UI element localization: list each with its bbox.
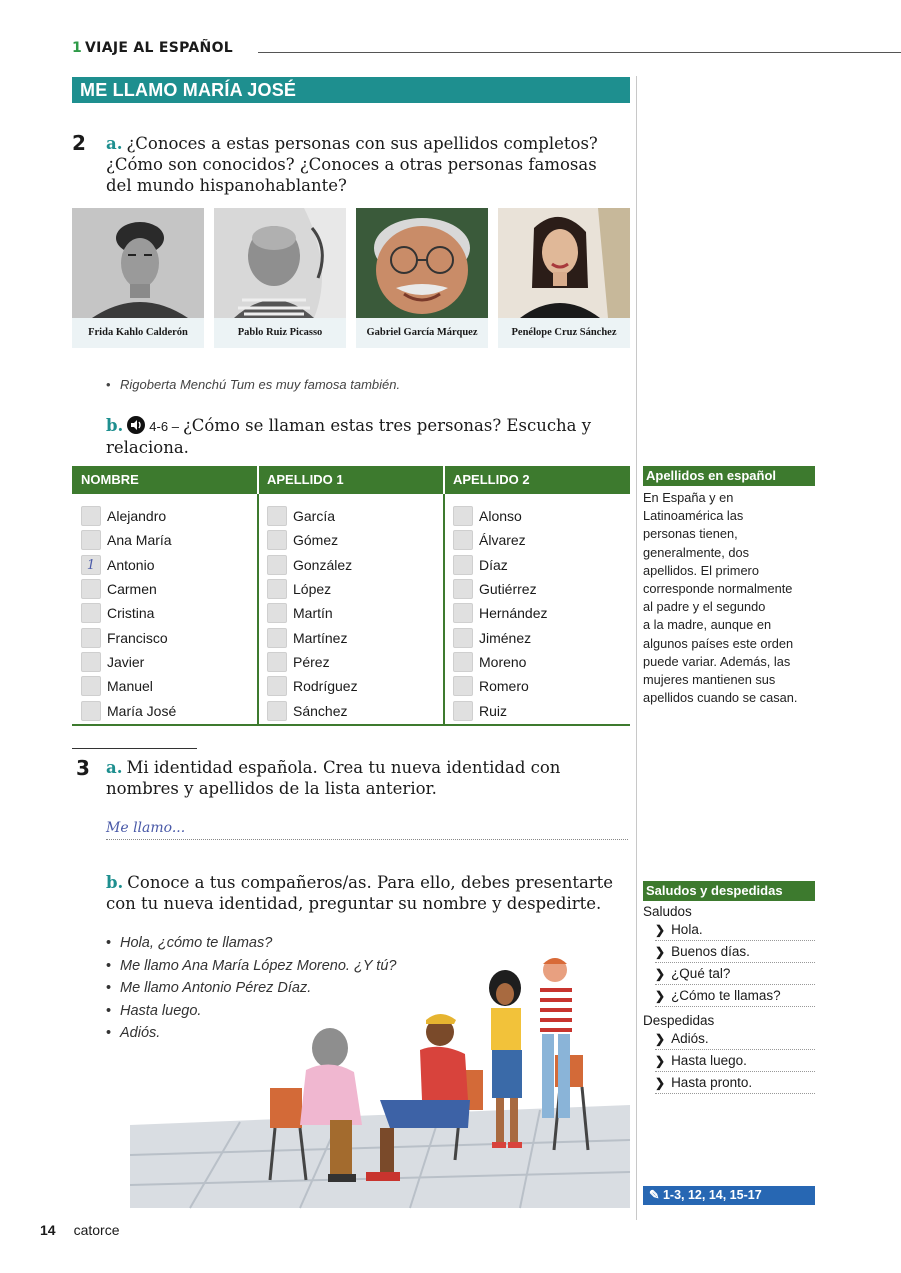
phrase-text: Hasta pronto. [671, 1075, 753, 1090]
page-word: catorce [73, 1222, 120, 1238]
table-divider [443, 466, 445, 726]
photo-picasso [214, 208, 346, 318]
exercise-3a-letter: a. [106, 758, 123, 777]
nombre-column [81, 504, 176, 723]
phrase-text: ¿Cómo te llamas? [671, 988, 781, 1003]
nombre-label: Alejandro [107, 508, 167, 525]
sidebar-apellidos-title: Apellidos en español [643, 466, 815, 486]
photo-caption: Frida Kahlo Calderón [88, 327, 188, 338]
photo-strip [72, 208, 632, 348]
sidebar-line: generalmente, dos [643, 544, 749, 560]
list-item [81, 650, 176, 674]
dialogue-text: Hola, ¿cómo te llamas? [120, 935, 273, 951]
exercise-2a-text: ¿Conoces a estas personas con sus apellidos completos? ¿Cómo son conocidos? ¿Conoces a otras personas famosas del mundo hispanohablante? [106, 134, 598, 195]
phrase-text: ¿Qué tal? [671, 966, 731, 981]
unit-header [72, 40, 233, 56]
exercise-3b-text: Conoce a tus compañeros/as. Para ello, debes presentarte con tu nueva identidad, preguntar su nombre y despedirte. [106, 873, 614, 913]
answer-box[interactable] [81, 603, 101, 623]
list-item [453, 625, 548, 649]
bullet: • [106, 1025, 112, 1041]
chevron-right-icon: ❯ [655, 967, 666, 981]
apellido-label: Rodríguez [293, 678, 358, 695]
answer-box[interactable] [453, 652, 473, 672]
list-item [453, 650, 548, 674]
column-divider [636, 76, 637, 1220]
list-item [81, 674, 176, 698]
dialogue-text: Me llamo Antonio Pérez Díaz. [120, 980, 312, 996]
apellido-label: Sánchez [293, 702, 348, 719]
pencil-icon: ✎ [649, 1188, 660, 1202]
apellido-2-column [453, 504, 548, 723]
nombre-label: Ana María [107, 532, 172, 549]
exercise-3b-letter: b. [106, 873, 124, 892]
sidebar-saludos-title: Saludos y despedidas [643, 881, 815, 901]
exercise-3b [106, 872, 632, 914]
answer-box[interactable] [453, 676, 473, 696]
sidebar-line: En España y en [643, 490, 734, 505]
exercise-2-number: 2 [72, 131, 86, 155]
dialogue-text: Hasta luego. [120, 1002, 202, 1019]
saludos-label: Saludos [643, 904, 692, 919]
list-item [453, 528, 548, 552]
sidebar-line: Latinoamérica las [643, 508, 744, 524]
audio-track: 4-6 – [149, 419, 179, 434]
dialogue-text: Me llamo Ana María López Moreno. ¿Y tú? [120, 957, 397, 974]
sidebar-apellidos [643, 466, 815, 707]
sidebar-line: mujeres mantienen sus [643, 672, 776, 688]
answer-box[interactable] [81, 530, 101, 550]
phrase-text: Hasta luego. [671, 1053, 747, 1068]
photo-caption: Gabriel García Márquez [366, 327, 478, 338]
answer-box[interactable] [453, 530, 473, 550]
list-item [453, 577, 548, 601]
apellido-label: Pérez [293, 653, 330, 670]
sidebar-apellidos-body [643, 486, 815, 707]
audio-speaker-icon[interactable] [127, 416, 145, 434]
phrase-item [655, 1028, 815, 1050]
page-footer [40, 1222, 120, 1238]
list-item [453, 553, 548, 577]
apellido-label: Hernández [479, 605, 548, 622]
answer-box[interactable] [453, 628, 473, 648]
list-item [267, 504, 358, 528]
photo-card-penelope [498, 208, 630, 348]
list-item [81, 504, 176, 528]
list-item [267, 650, 358, 674]
photo-card-garcia-marquez [356, 208, 488, 348]
bullet: • [106, 1002, 112, 1019]
list-item [267, 625, 358, 649]
dialogue-list [106, 932, 396, 1045]
sidebar-line: algunos países este orden [643, 635, 794, 651]
header-apellido-1: APELLIDO 1 [267, 472, 344, 487]
section-rule [72, 748, 197, 749]
sidebar-line: a la madre, aunque en [643, 617, 772, 633]
phrase-item [655, 919, 815, 941]
chevron-right-icon: ❯ [655, 1076, 666, 1090]
phrase-item [655, 1050, 815, 1072]
apellido-label: Díaz [479, 556, 508, 573]
nombre-label: Carmen [107, 581, 157, 598]
unit-number: 1 [72, 40, 83, 56]
answer-box[interactable] [81, 701, 101, 721]
apellido-label: Álvarez [479, 532, 526, 549]
photo-penelope [498, 208, 630, 318]
answer-box[interactable] [267, 701, 287, 721]
workbook-reference [643, 1186, 815, 1205]
answer-box[interactable] [453, 555, 473, 575]
dialogue-line [106, 977, 396, 1000]
table-divider [257, 466, 259, 726]
answer-box[interactable] [267, 628, 287, 648]
answer-box[interactable] [267, 603, 287, 623]
phrase-item [655, 985, 815, 1007]
apellido-label: Ruiz [479, 702, 508, 719]
photo-card-frida [72, 208, 204, 348]
answer-box[interactable] [453, 579, 473, 599]
apellido-label: Jiménez [479, 629, 532, 646]
phrase-text: Adiós. [671, 1031, 709, 1046]
section-title: ME LLAMO MARÍA JOSÉ [72, 77, 630, 103]
apellido-label: López [293, 581, 332, 598]
sidebar-line: apellidos cuando se casan. [643, 690, 798, 706]
apellido-label: Alonso [479, 508, 522, 525]
answer-box[interactable] [81, 652, 101, 672]
example-sentence [106, 377, 400, 392]
answer-box[interactable] [81, 676, 101, 696]
sidebar-line: puede variar. Además, las [643, 653, 791, 669]
answer-box[interactable] [267, 676, 287, 696]
answer-box[interactable] [81, 579, 101, 599]
list-item [267, 577, 358, 601]
dialogue-line [106, 932, 396, 955]
chevron-right-icon: ❯ [655, 1054, 666, 1068]
sidebar-line: personas tienen, [643, 526, 738, 542]
apellido-label: Moreno [479, 653, 527, 670]
apellido-label: Gómez [293, 532, 339, 549]
answer-box[interactable] [453, 701, 473, 721]
phrase-item [655, 963, 815, 985]
sidebar-saludos [643, 881, 815, 1094]
photo-frida [72, 208, 204, 318]
apellido-label: Martín [293, 605, 333, 622]
list-item [81, 625, 176, 649]
unit-title: VIAJE AL ESPAÑOL [85, 40, 233, 56]
list-item [453, 504, 548, 528]
answer-box[interactable] [267, 555, 287, 575]
photo-caption: Penélope Cruz Sánchez [511, 327, 617, 338]
answer-box[interactable] [453, 603, 473, 623]
list-item [81, 528, 176, 552]
exercise-3a [106, 757, 632, 799]
nombre-label: Cristina [107, 605, 155, 622]
apellido-label: González [293, 556, 353, 573]
exercise-3-number: 3 [76, 756, 90, 780]
photo-garcia-marquez [356, 208, 488, 318]
phrase-text: Hola. [671, 922, 703, 937]
sidebar-line: al padre y el segundo [643, 599, 766, 615]
apellido-label: Martínez [293, 629, 348, 646]
list-item [453, 601, 548, 625]
nombre-label: Manuel [107, 678, 153, 695]
page-number: 14 [40, 1222, 56, 1238]
answer-box[interactable] [453, 506, 473, 526]
header-apellido-2: APELLIDO 2 [453, 472, 530, 487]
list-item [267, 528, 358, 552]
apellido-1-column [267, 504, 358, 723]
answer-box[interactable]: 1 [81, 555, 101, 575]
dialogue-line [106, 955, 396, 978]
list-item [453, 674, 548, 698]
bullet: • [106, 980, 112, 996]
list-item [81, 601, 176, 625]
chevron-right-icon: ❯ [655, 923, 666, 937]
list-item [81, 577, 176, 601]
list-item [453, 698, 548, 722]
apellido-label: García [293, 508, 336, 525]
exercise-3a-text: Mi identidad española. Crea tu nueva identidad con nombres y apellidos de la lista anterior. [106, 758, 561, 798]
answer-box[interactable] [267, 506, 287, 526]
bullet: • [106, 935, 112, 951]
dialogue-text: Adiós. [120, 1025, 161, 1041]
answer-box[interactable] [81, 506, 101, 526]
exercise-2b-text: ¿Cómo se llaman estas tres personas? Escucha y relaciona. [106, 416, 592, 457]
chevron-right-icon: ❯ [655, 945, 666, 959]
header-rule [258, 52, 901, 53]
list-item [81, 698, 176, 722]
sidebar-line: apellidos. El primero [643, 562, 759, 578]
list-item [267, 698, 358, 722]
bullet: • [106, 957, 112, 974]
table-header [72, 466, 630, 494]
exercise-2a [106, 133, 626, 196]
answer-box[interactable] [267, 579, 287, 599]
example-text: Rigoberta Menchú Tum es muy famosa también. [120, 377, 401, 392]
bullet: • [106, 377, 111, 392]
workbook-reference-text: 1-3, 12, 14, 15-17 [662, 1188, 762, 1202]
answer-box[interactable] [267, 530, 287, 550]
phrase-item [655, 941, 815, 963]
list-item [267, 553, 358, 577]
names-table [72, 466, 630, 726]
answer-box[interactable] [267, 652, 287, 672]
exercise-2b [106, 415, 626, 458]
apellido-label: Gutiérrez [479, 581, 537, 598]
photo-caption: Pablo Ruiz Picasso [237, 327, 323, 338]
nombre-label: Antonio [107, 556, 155, 573]
nombre-label: Javier [107, 653, 145, 670]
header-nombre: NOMBRE [81, 472, 139, 487]
answer-line[interactable]: Me llamo... [106, 820, 628, 840]
despedidas-label: Despedidas [643, 1013, 715, 1028]
photo-card-picasso [214, 208, 346, 348]
dialogue-line [106, 1022, 396, 1045]
sidebar-line: corresponde normalmente [643, 581, 793, 597]
dialogue-line [106, 1000, 396, 1023]
exercise-2b-letter: b. [106, 416, 124, 435]
chevron-right-icon: ❯ [655, 1032, 666, 1046]
nombre-label: Francisco [107, 629, 168, 646]
answer-box[interactable] [81, 628, 101, 648]
exercise-2a-letter: a. [106, 134, 123, 153]
phrase-text: Buenos días. [671, 944, 750, 959]
list-item [267, 674, 358, 698]
list-item [81, 553, 176, 577]
chevron-right-icon: ❯ [655, 989, 666, 1003]
nombre-label: María José [107, 702, 177, 719]
header-divider [443, 466, 445, 494]
phrase-item [655, 1072, 815, 1094]
list-item [267, 601, 358, 625]
header-divider [257, 466, 259, 494]
apellido-label: Romero [479, 678, 529, 695]
